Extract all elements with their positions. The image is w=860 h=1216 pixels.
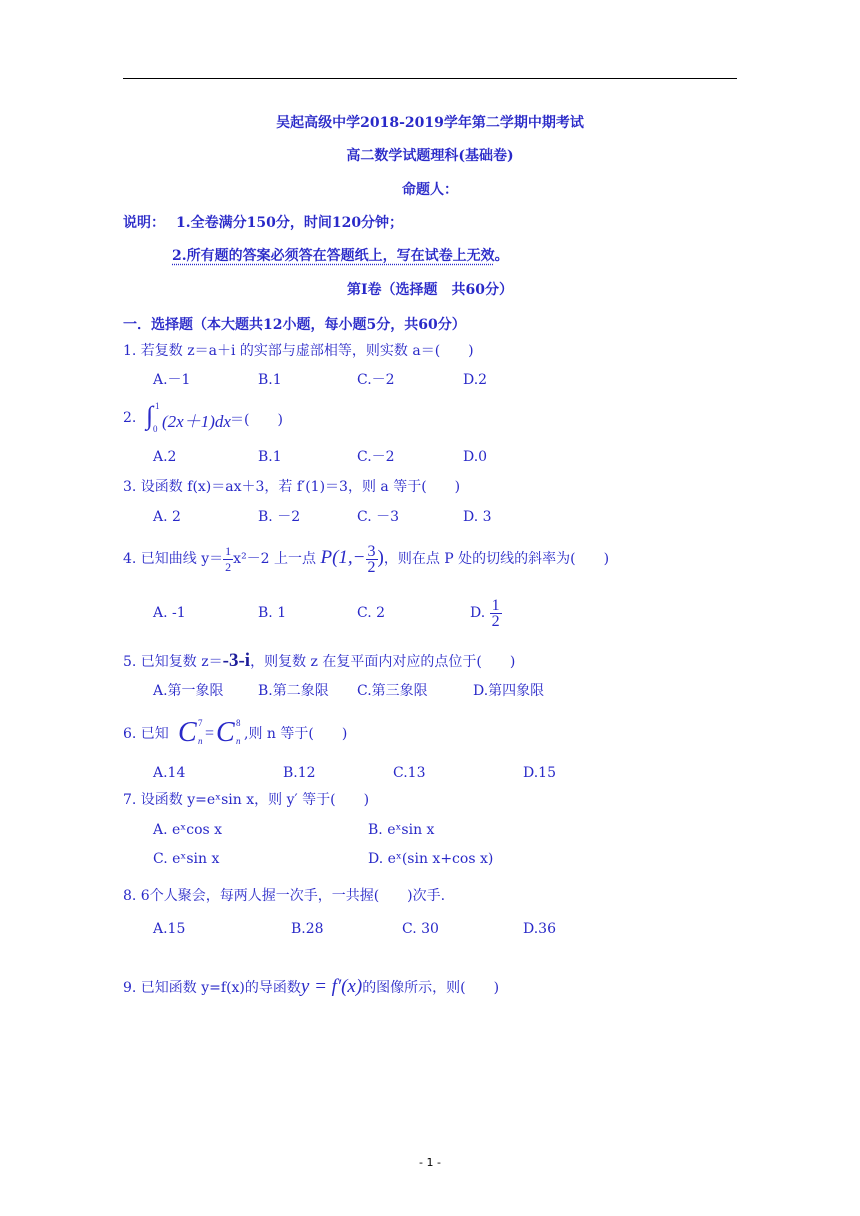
combination-sup-2: 8 [236, 718, 241, 728]
page-number: - 1 - [419, 1156, 441, 1169]
q4-tail: ，则在点 P 处的切线的斜率为( ) [383, 551, 610, 567]
integral-lower: 0 [153, 424, 158, 434]
author-line: 命题人： [402, 182, 458, 198]
q2-formula [146, 400, 296, 440]
note-2 [172, 247, 509, 265]
q8-stem: 8. 6个人聚会，每两人握一次手，一共握( )次手. [123, 888, 446, 904]
q5-stem [123, 652, 515, 671]
q8-option-d: D.36 [523, 921, 556, 937]
note-2-rest: ，写在试卷上无效 [382, 248, 495, 264]
q4-d-fraction [490, 598, 502, 629]
combination-sup-1: 7 [198, 718, 203, 728]
q7-option-d: D. eˣ(sin x+cos x) [368, 851, 494, 867]
q7-option-b: B. eˣsin x [368, 822, 435, 838]
combination-c2: C [216, 717, 235, 748]
fraction-denominator: 2 [491, 612, 500, 630]
q7-option-c: C. eˣsin x [153, 851, 220, 867]
exam-title: 吴起高级中学2018-2019学年第二学期中期考试 [276, 115, 584, 131]
q7-stem: 7. 设函数 y=eˣsin x，则 y′ 等于( ) [123, 792, 370, 808]
exam-subtitle: 高二数学试题理科(基础卷) [346, 148, 514, 164]
fraction-denominator: 2 [225, 559, 232, 574]
q2-option-b: B.1 [258, 449, 282, 465]
q6-pre: 6. 已知 [123, 726, 169, 742]
note-2-end: 。 [494, 248, 509, 264]
q8-option-b: B.28 [291, 921, 324, 937]
q6-tail: ,则 n 等于( ) [244, 726, 348, 742]
q5-option-a: A.第一象限 [153, 683, 224, 699]
q8-option-c: C. 30 [402, 921, 439, 937]
q4-point-pre: P(1,− [320, 547, 366, 568]
q2-option-c: C.－2 [357, 449, 395, 465]
q4-point-post: ) [377, 547, 384, 568]
note-2-emphasis: 2.所有题的答案必须答在答题纸上 [172, 248, 383, 264]
q4-option-c: C. 2 [357, 605, 386, 621]
q9-tail: 的图像所示，则( ) [362, 980, 500, 996]
q2-option-a: A.2 [153, 449, 177, 465]
q4-stem [123, 538, 609, 579]
q4-half-fraction [223, 544, 233, 575]
q5-pre: 5. 已知复数 z＝ [123, 654, 223, 670]
q2-option-d: D.0 [463, 449, 488, 465]
q4-mid: x²－2 上一点 [233, 551, 317, 567]
q3-option-b: B. －2 [258, 509, 301, 525]
q3-stem: 3. 设函数 f(x)＝ax＋3，若 f′(1)＝3，则 a 等于( ) [123, 479, 461, 495]
q9-stem [123, 977, 499, 998]
q8-option-a: A.15 [153, 921, 186, 937]
fraction-denominator: 2 [367, 558, 376, 576]
q4-option-b: B. 1 [258, 605, 287, 621]
q5-tail: ，则复数 z 在复平面内对应的点位于( ) [250, 654, 516, 670]
note-1: 1.全卷满分150分，时间120分钟； [176, 215, 404, 231]
notes-label: 说明： [123, 215, 165, 231]
q9-formula: y = f′(x) [300, 976, 363, 997]
section-heading: 一．选择题（本大题共12小题，每小题5分，共60分） [123, 317, 466, 333]
fraction-numerator: 1 [491, 596, 500, 614]
integral-upper: 1 [155, 401, 160, 411]
q3-option-d: D. 3 [463, 509, 492, 525]
q5-value: -3-i [222, 650, 251, 671]
q5-option-c: C.第三象限 [357, 683, 428, 699]
q4-pre: 4. 已知曲线 y＝ [123, 551, 224, 567]
q3-option-c: C. －3 [357, 509, 400, 525]
q1-option-b: B.1 [258, 372, 282, 388]
q1-option-c: C.－2 [357, 372, 395, 388]
section-title: 第Ⅰ卷（选择题 共60分） [346, 282, 514, 298]
q4-option-a: A. -1 [153, 605, 186, 621]
q2-tail: ＝( ) [230, 412, 283, 428]
q5-option-d: D.第四象限 [473, 683, 545, 699]
q6-option-c: C.13 [393, 765, 426, 781]
q3-option-a: A. 2 [153, 509, 181, 525]
combination-c1: C [178, 717, 197, 748]
q1-stem: 1. 若复数 z＝a＋i 的实部与虚部相等，则实数 a＝( ) [123, 343, 474, 359]
q6-option-d: D.15 [523, 765, 556, 781]
q9-pre: 9. 已知函数 y=f(x)的导函数 [123, 980, 301, 996]
header-rule [123, 78, 737, 79]
combination-sub-1: n [198, 736, 203, 746]
q6-option-b: B.12 [283, 765, 316, 781]
option-label: D. [470, 605, 486, 621]
q6-option-a: A.14 [153, 765, 186, 781]
q2-number: 2. [123, 410, 137, 426]
q7-option-a: A. eˣcos x [153, 822, 223, 838]
fraction-numerator: 1 [225, 543, 232, 558]
q5-option-b: B.第二象限 [258, 683, 329, 699]
fraction-numerator: 3 [367, 542, 376, 560]
combination-sub-2: n [236, 736, 241, 746]
integrand: (2x＋1)dx [162, 412, 231, 431]
q1-option-d: D.2 [463, 372, 488, 388]
q4-option-d [470, 594, 502, 632]
q4-point-fraction [366, 544, 378, 575]
equals-sign: = [205, 725, 215, 742]
q1-option-a: A.－1 [153, 372, 191, 388]
integral-sign: ∫ [146, 401, 154, 430]
